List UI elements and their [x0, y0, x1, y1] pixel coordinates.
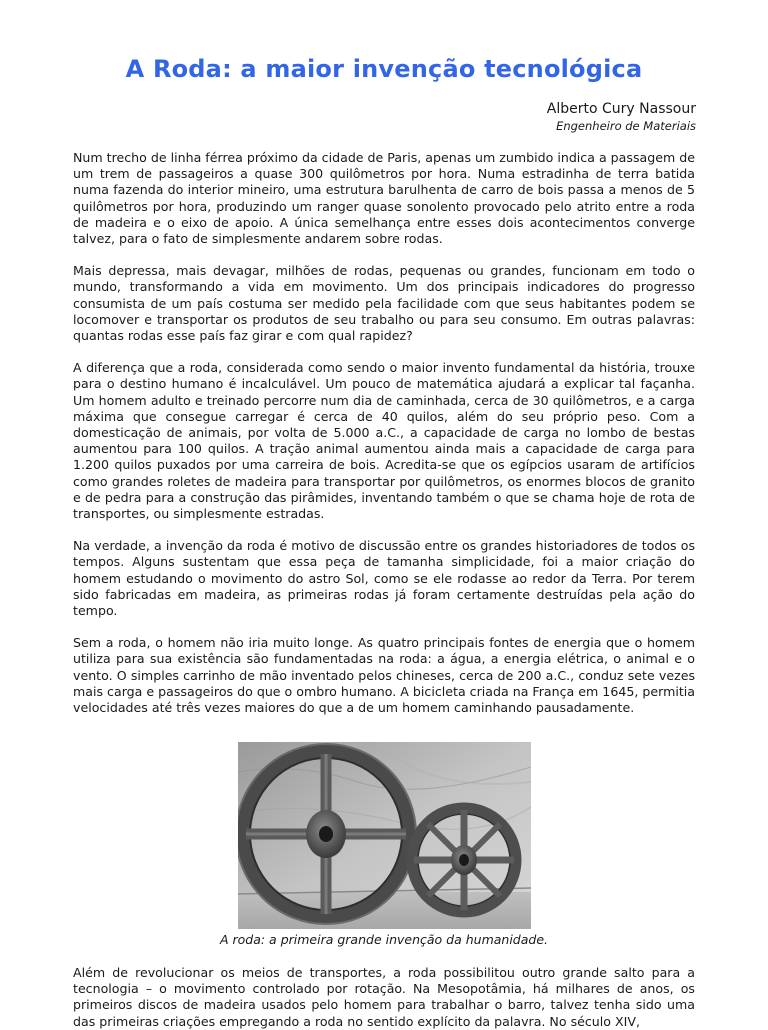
- paragraph: Além de revolucionar os meios de transportes, a roda possibilitou outro grande salto para a tecnologia – o movimento controlado por rotação. Na Mesopotâmia, há milhares de anos, os primeiros discos de madeira usados pelo homem para trabalhar o barro, talvez tenha sido uma das primeiras criações empregando a roda no sentido explícito da palavra. No século XIV,: [73, 965, 695, 1029]
- figure-caption: A roda: a primeira grande invenção da humanidade.: [219, 932, 549, 947]
- author-role: Engenheiro de Materiais: [556, 119, 696, 133]
- article-body: [73, 150, 695, 716]
- large-wheel: [238, 744, 416, 924]
- paragraph: Num trecho de linha férrea próximo da cidade de Paris, apenas um zumbido indica a passagem de um trem de passageiros a quase 300 quilômetros por hora. Numa estradinha de terra batida numa fazenda do interior mineiro, uma estrutura barulhenta de carro de bois passa a menos de 5 quilômetros por hora, produzindo um ranger quase sonolento provocado pelo atrito entre a roda de madeira e o eixo de apoio. A única semelhança entre esses dois acontecimentos converge talvez, para o fato de simplesmente andarem sobre rodas.: [73, 150, 695, 247]
- paragraph: Na verdade, a invenção da roda é motivo de discussão entre os grandes historiadores de todos os tempos. Alguns sustentam que essa peça de tamanha simplicidade, foi a maior criação do homem estudando o movimento do astro Sol, como se ele rodasse ao redor da Terra. Por terem sido fabricadas em madeira, as primeiras rodas já foram certamente destruídas pela ação do tempo.: [73, 538, 695, 619]
- article-body-continued: [73, 965, 695, 1030]
- author-block: [547, 101, 696, 134]
- wheels-photo: [238, 742, 531, 929]
- paragraph: Sem a roda, o homem não iria muito longe. As quatro principais fontes de energia que o homem utiliza para sua existência são fundamentadas na roda: a água, a energia elétrica, o animal e o vento. O simples carrinho de mão inventado pelos chineses, cerca de 200 a.C., conduz sete vezes mais carga e passageiros do que o ombro humano. A bicicleta criada na França em 1645, permitia velocidades até três vezes maiores do que a de um homem caminhando pausadamente.: [73, 635, 695, 716]
- page-title: A Roda: a maior invenção tecnológica: [125, 55, 643, 83]
- paragraph: Mais depressa, mais devagar, milhões de rodas, pequenas ou grandes, funcionam em todo o mundo, transformando a vida em movimento. Um dos principais indicadores do progresso consumista de um país costuma ser medido pela facilidade com que seus habitantes podem se locomover e transportar os produtos de seu trabalho ou para seu consumo. Em outras palavras: quantas rodas esse país faz girar e com qual rapidez?: [73, 263, 695, 344]
- paragraph: A diferença que a roda, considerada como sendo o maior invento fundamental da história, trouxe para o destino humano é incalculável. Um pouco de matemática ajudará a explicar tal façanha. Um homem adulto e treinado percorre num dia de caminhada, cerca de 30 quilômetros, e a carga máxima que consegue carregar é cerca de 40 quilos, além do seu próprio peso. Com a domesticação de animais, por volta de 5.000 a.C., a capacidade de carga no lombo de bestas aumentou para 100 quilos. A tração animal aumentou ainda mais a capacidade de carga para 1.200 quilos puxados por uma carreira de bois. Acredita-se que os egípcios usaram de artifícios como grandes roletes de madeira para transportar por quilômetros, os enormes blocos de granito e de pedra para a construção das pirâmides, inventando também o que se chama hoje de rota de transportes, ou simplesmente estradas.: [73, 360, 695, 522]
- author-name: Alberto Cury Nassour: [546, 101, 696, 117]
- small-wheel: [412, 808, 516, 912]
- wheels-photo-drawing: [238, 742, 531, 929]
